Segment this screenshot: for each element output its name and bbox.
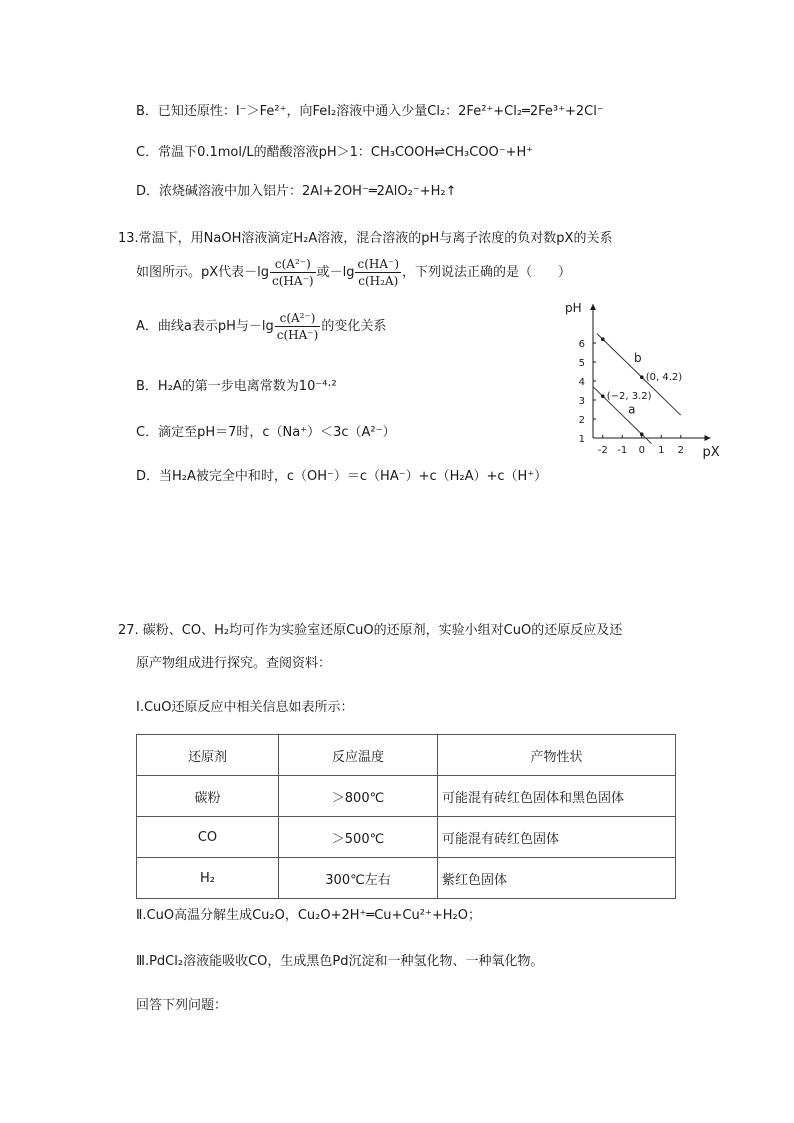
q13-or-text: 或－lg bbox=[316, 265, 355, 280]
data-point bbox=[640, 432, 644, 436]
chart-axes bbox=[565, 301, 720, 460]
table-cell: 可能混有砖红色固体和黑色固体 bbox=[438, 776, 676, 817]
q13-fraction-2-numerator: c(HA⁻) bbox=[357, 257, 400, 271]
table-cell: ＞500℃ bbox=[279, 817, 438, 858]
reduction-info-table bbox=[136, 734, 676, 899]
x-axis-arrow bbox=[705, 435, 711, 441]
q13-stem-line1: 13.常温下，用NaOH溶液滴定H₂A溶液，混合溶液的pH与离子浓度的负对数pX的关系 bbox=[118, 231, 613, 246]
q13-stem-line2 bbox=[136, 254, 571, 292]
q27-info-3: Ⅲ.PdCl₂溶液能吸收CO，生成黑色Pd沉淀和一种氢化物、一种氧化物。 bbox=[136, 954, 544, 969]
table-row bbox=[137, 858, 676, 899]
y-tick-label: 1 bbox=[578, 434, 585, 445]
y-tick-label: 5 bbox=[578, 358, 585, 369]
q27-info-1: Ⅰ.CuO还原反应中相关信息如表所示： bbox=[136, 700, 354, 715]
q13-option-a-numerator: c(A²⁻) bbox=[275, 310, 321, 327]
table-cell: ＞800℃ bbox=[279, 776, 438, 817]
y-tick-label: 6 bbox=[578, 339, 585, 350]
x-tick-label: -2 bbox=[597, 445, 608, 456]
q13-fraction-1 bbox=[270, 256, 316, 289]
y-axis-label: pH bbox=[565, 301, 582, 315]
y-axis-arrow bbox=[590, 304, 596, 310]
y-tick-label: 3 bbox=[578, 396, 585, 407]
table-header-cell: 还原剂 bbox=[137, 735, 279, 776]
x-tick-label: 1 bbox=[658, 445, 665, 456]
q27-info-2: Ⅱ.CuO高温分解生成Cu₂O，Cu₂O+2H⁺═Cu+Cu²⁺+H₂O； bbox=[136, 908, 481, 923]
chart-points bbox=[601, 337, 682, 436]
q13-stem-pre: 如图所示。pX代表－lg bbox=[136, 265, 270, 280]
q13-option-d: D．当H₂A被完全中和时，c（OH⁻）＝c（HA⁻）+c（H₂A）+c（H⁺） bbox=[136, 469, 548, 484]
q13-option-a-denominator: c(HA⁻) bbox=[276, 328, 319, 342]
series-label-a: a bbox=[628, 402, 636, 417]
q13-option-a bbox=[136, 308, 386, 346]
table-header-cell: 反应温度 bbox=[279, 735, 438, 776]
data-point bbox=[601, 394, 605, 398]
data-point bbox=[640, 375, 644, 379]
q27-stem-line1: 27. 碳粉、CO、H₂均可作为实验室还原CuO的还原剂，实验小组对CuO的还原反应及还 bbox=[118, 623, 623, 638]
q13-fraction-2-denominator: c(H₂A) bbox=[358, 274, 399, 288]
table-header-cell: 产物性状 bbox=[438, 735, 676, 776]
table-row bbox=[137, 776, 676, 817]
ph-px-chart bbox=[560, 296, 730, 461]
table-cell: CO bbox=[137, 817, 279, 858]
q12-option-b: B．已知还原性：I⁻＞Fe²⁺，向FeI₂溶液中通入少量Cl₂：2Fe²⁺+Cl₂═2Fe³⁺+2Cl⁻ bbox=[136, 104, 604, 119]
q13-option-b: B．H₂A的第一步电离常数为10⁻⁴·² bbox=[136, 379, 337, 394]
data-point-label: (0, 4.2) bbox=[645, 372, 683, 384]
q13-option-a-pre: A．曲线a表示pH与－lg bbox=[136, 319, 274, 334]
x-tick-label: 2 bbox=[677, 445, 684, 456]
data-point bbox=[601, 337, 605, 341]
chart-labels bbox=[628, 351, 641, 416]
q12-option-c: C．常温下0.1mol/L的醋酸溶液pH＞1：CH₃COOH⇌CH₃COO⁻+H⁺ bbox=[136, 145, 534, 160]
q13-fraction-1-denominator: c(HA⁻) bbox=[272, 274, 314, 288]
table-row bbox=[137, 817, 676, 858]
x-tick-label: -1 bbox=[617, 445, 628, 456]
x-tick-label: 0 bbox=[638, 445, 645, 456]
series-label-b: b bbox=[633, 351, 642, 365]
table-cell: H₂ bbox=[137, 858, 279, 899]
table-cell: 碳粉 bbox=[137, 776, 279, 817]
q27-answer-prompt: 回答下列问题： bbox=[136, 998, 228, 1013]
y-tick-label: 2 bbox=[578, 415, 585, 426]
x-axis-label: pX bbox=[702, 445, 720, 460]
table-header-row bbox=[137, 735, 676, 776]
q13-option-a-fraction bbox=[275, 310, 321, 343]
table-cell: 可能混有砖红色固体 bbox=[438, 817, 676, 858]
q12-option-d: D．浓烧碱溶液中加入铝片：2Al+2OH⁻═2AlO₂⁻+H₂↑ bbox=[136, 184, 457, 199]
q13-option-c: C．滴定至pH＝7时，c（Na⁺）＜3c（A²⁻） bbox=[136, 425, 396, 440]
q13-fraction-1-numerator: c(A²⁻) bbox=[270, 256, 316, 273]
table-cell: 紫红色固体 bbox=[438, 858, 676, 899]
q13-fraction-2 bbox=[355, 256, 401, 289]
table-cell: 300℃左右 bbox=[279, 858, 438, 899]
q27-stem-line2: 原产物组成进行探究。查阅资料： bbox=[136, 656, 332, 671]
y-tick-label: 4 bbox=[578, 377, 585, 388]
data-point-label: (−2, 3.2) bbox=[606, 391, 652, 403]
q13-stem-post: ，下列说法正确的是（ ） bbox=[402, 265, 572, 280]
q13-option-a-post: 的变化关系 bbox=[321, 319, 387, 334]
